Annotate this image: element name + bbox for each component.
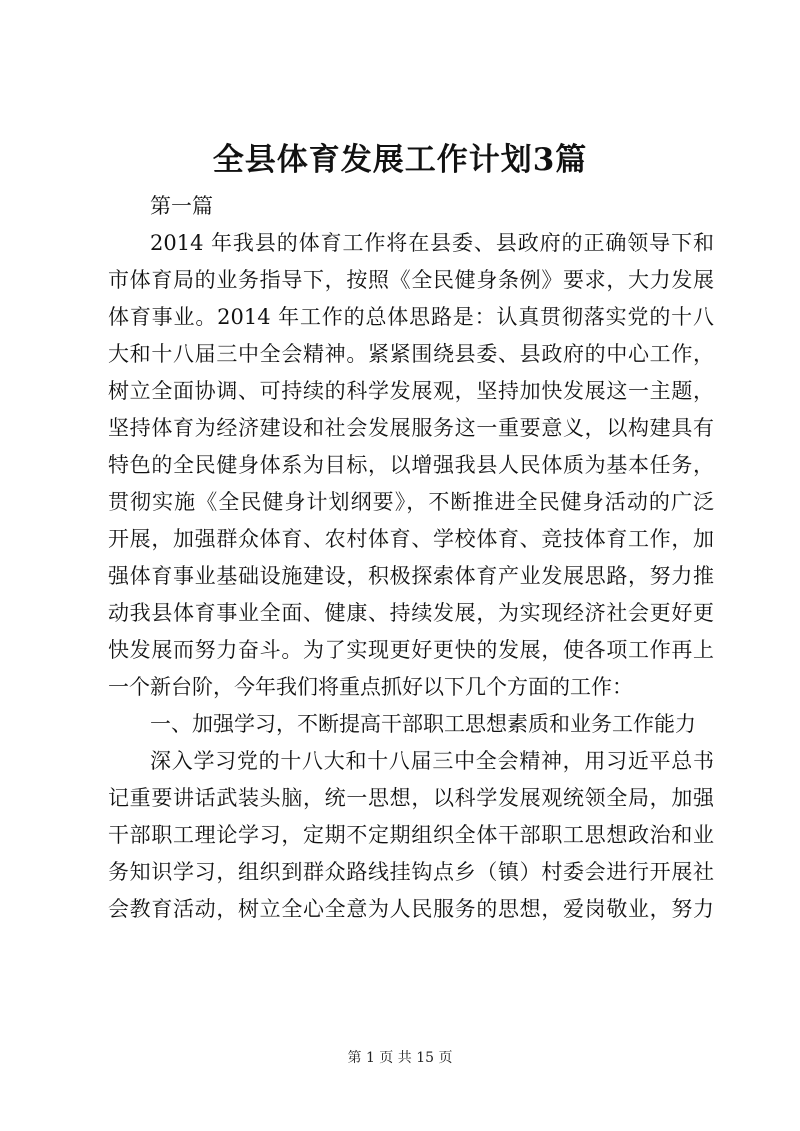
body-line: 开展，加强群众体育、农村体育、学校体育、竞技体育工作，加: [108, 527, 714, 551]
body-line: 深入学习党的十八大和十八届三中全会精神，用习近平总书: [150, 749, 714, 773]
body-line: 强体育事业基础设施建设，积极探索体育产业发展思路，努力推: [108, 564, 714, 588]
body-line: 动我县体育事业全面、健康、持续发展，为实现经济社会更好更: [108, 601, 714, 625]
body-line: 一、加强学习，不断提高干部职工思想素质和业务工作能力: [150, 712, 696, 736]
body-line: 一个新台阶，今年我们将重点抓好以下几个方面的工作：: [108, 675, 633, 699]
body-line: 快发展而努力奋斗。为了实现更好更快的发展，使各项工作再上: [108, 638, 714, 662]
document-body: [108, 188, 714, 928]
body-line: 大和十八届三中全会精神。紧紧围绕县委、县政府的中心工作，: [108, 342, 714, 366]
body-line: 干部职工理论学习，定期不定期组织全体干部职工思想政治和业: [108, 823, 714, 847]
body-line: 2014 年我县的体育工作将在县委、县政府的正确领导下和: [150, 231, 714, 255]
body-line: 务知识学习，组织到群众路线挂钩点乡（镇）村委会进行开展社: [108, 860, 714, 884]
body-line: 会教育活动，树立全心全意为人民服务的思想，爱岗敬业，努力: [108, 897, 714, 921]
body-line: 特色的全民健身体系为目标，以增强我县人民体质为基本任务，: [108, 453, 714, 477]
page-footer: [0, 1048, 800, 1068]
body-line: 坚持体育为经济建设和社会发展服务这一重要意义，以构建具有: [108, 416, 714, 440]
document-title: 全县体育发展工作计划3篇: [212, 142, 588, 178]
body-line: 贯彻实施《全民健身计划纲要》，不断推进全民健身活动的广泛: [108, 490, 714, 514]
body-line: 第一篇: [150, 194, 213, 218]
body-line: 体育事业。2014 年工作的总体思路是：认真贯彻落实党的十八: [108, 305, 714, 329]
body-line: 市体育局的业务指导下，按照《全民健身条例》要求，大力发展: [108, 268, 714, 292]
body-line: 树立全面协调、可持续的科学发展观，坚持加快发展这一主题，: [108, 379, 714, 403]
body-line: 记重要讲话武装头脑，统一思想，以科学发展观统领全局，加强: [108, 786, 714, 810]
page-number-label: 第 1 页 共 15 页: [347, 1050, 453, 1066]
